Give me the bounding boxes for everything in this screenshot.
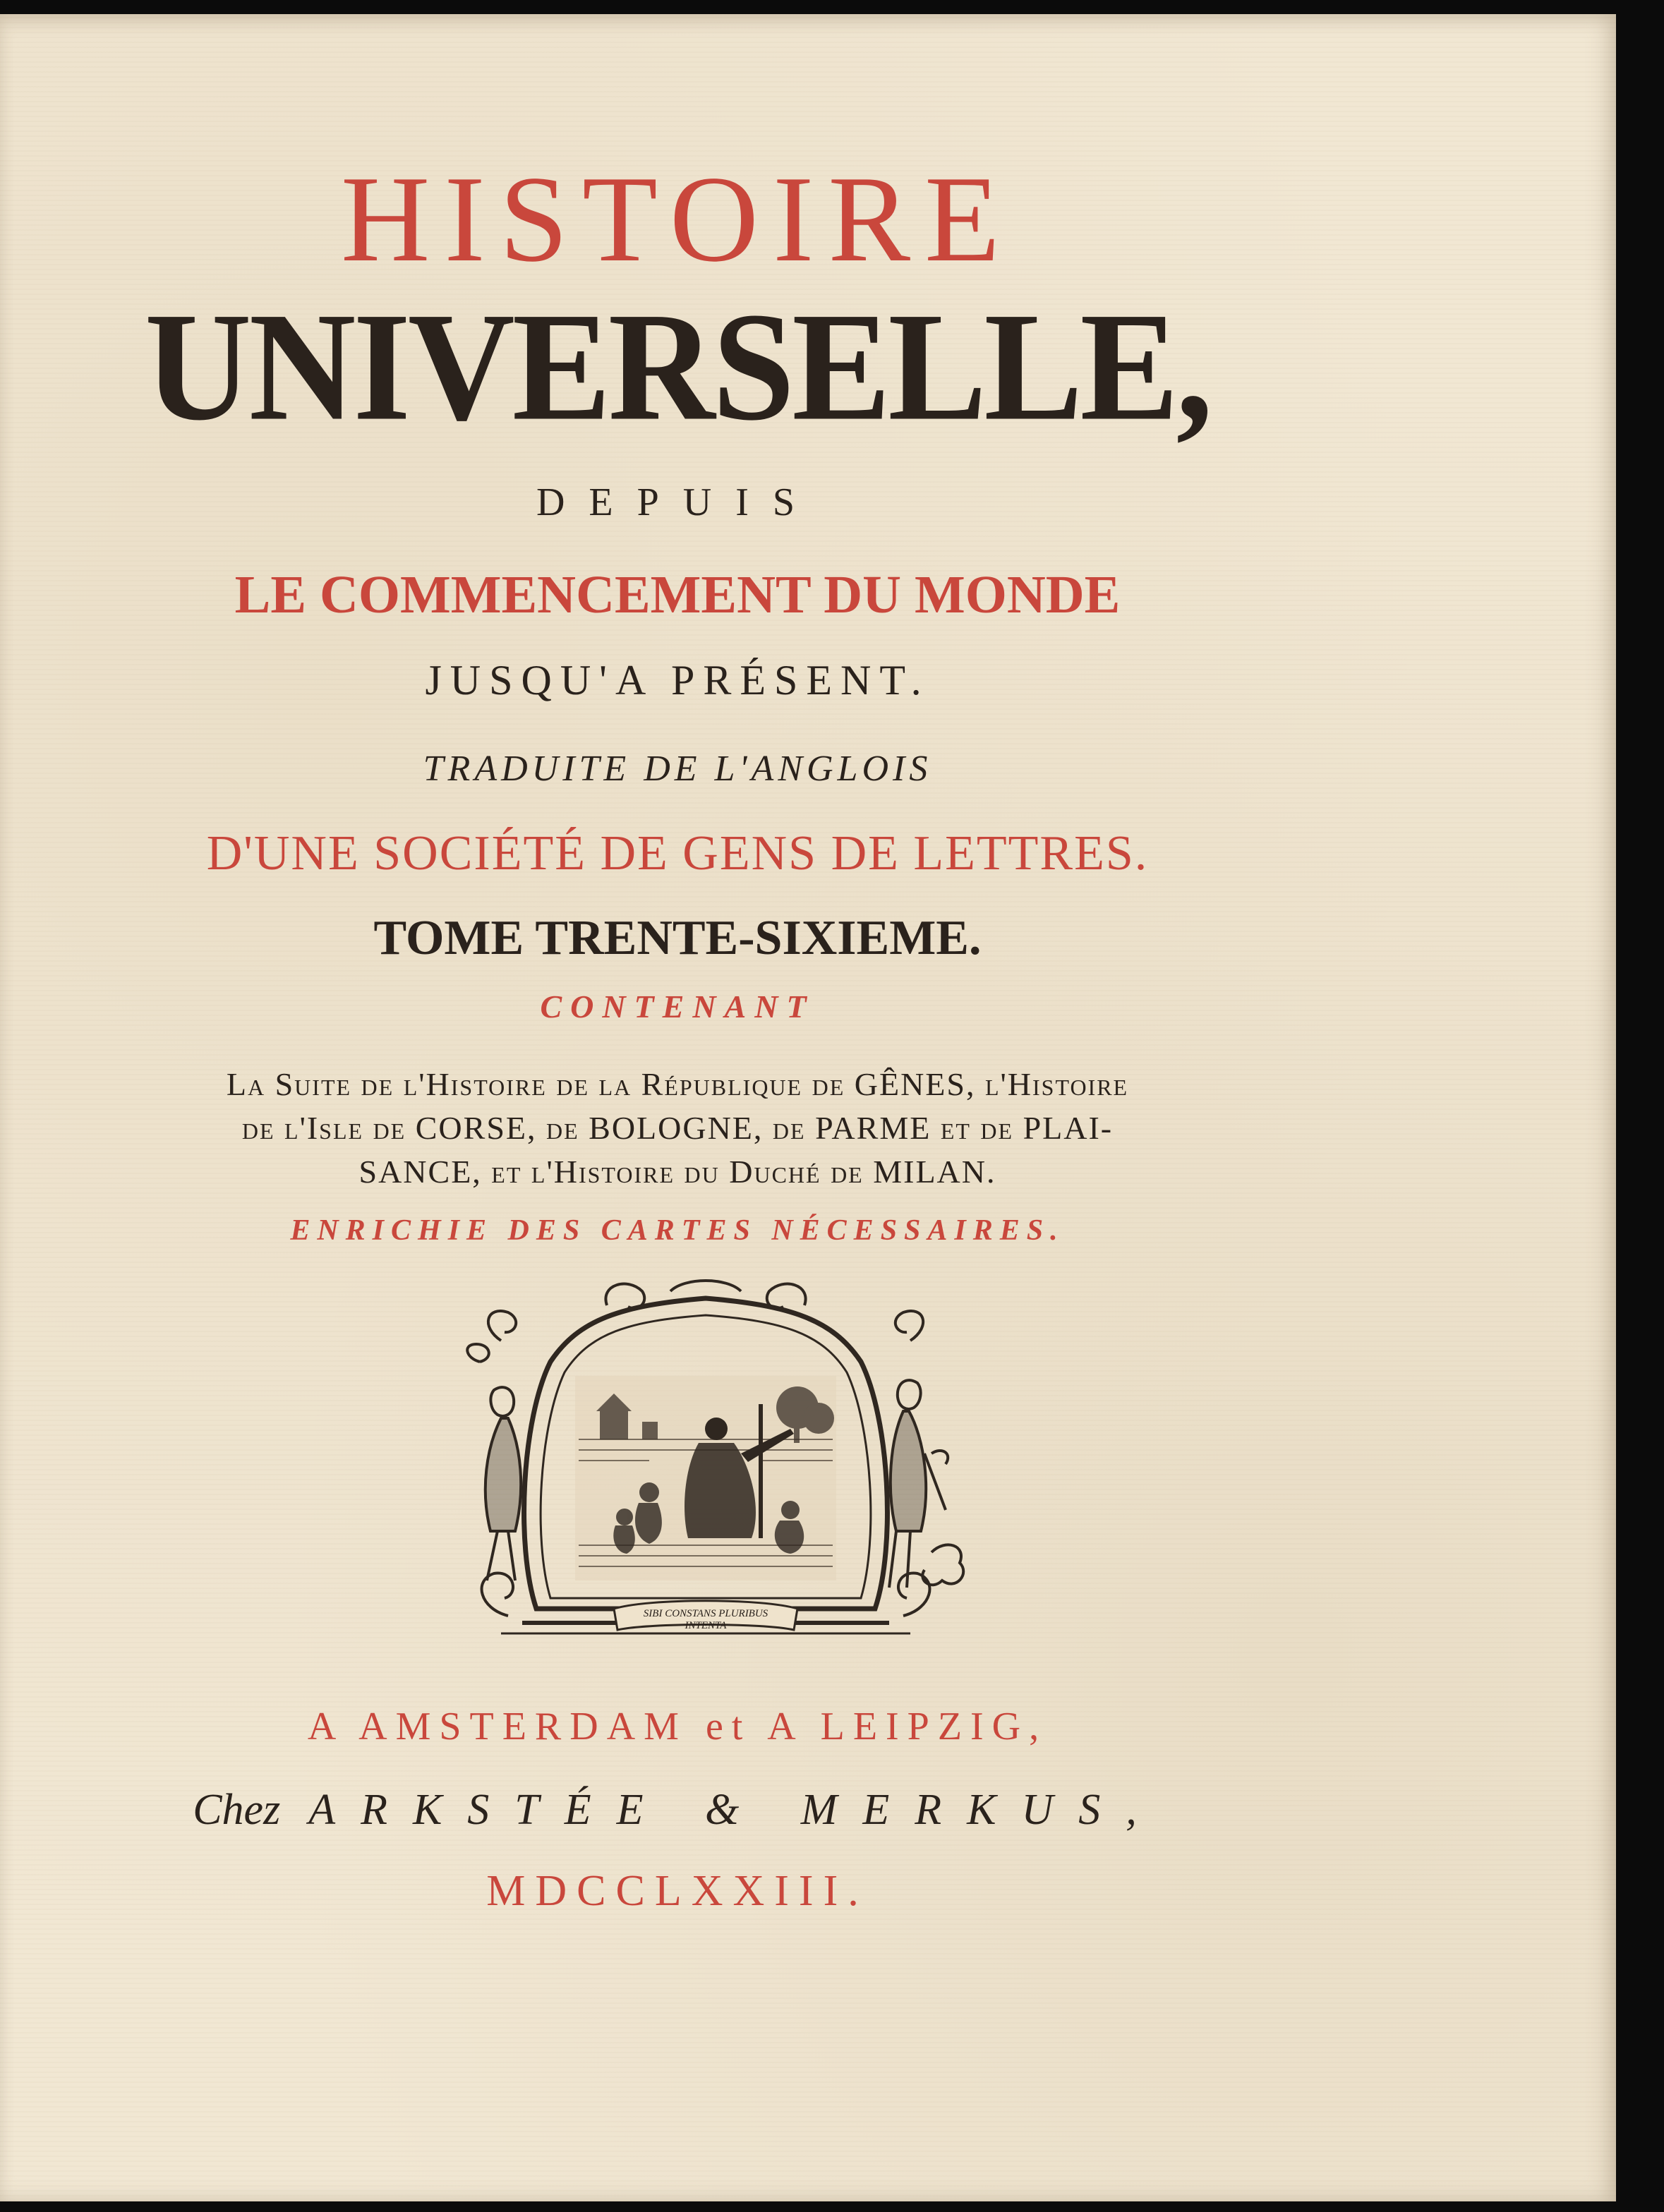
- engraved-vignette: [438, 1277, 974, 1658]
- contents-line-3: SANCE, et l'Histoire du Duché de MILAN.: [358, 1154, 996, 1190]
- authorship-line: D'UNE SOCIÉTÉ DE GENS DE LETTRES.: [206, 826, 1149, 881]
- title-universelle: UNIVERSELLE,: [145, 281, 1210, 453]
- imprint-publisher-names: ARKSTÉE & MERKUS,: [308, 1786, 1162, 1834]
- vignette-motto-line-1: SIBI CONSTANS PLURIBUS: [643, 1608, 768, 1619]
- subtitle-jusqua: JUSQU'A PRÉSENT.: [425, 657, 930, 703]
- translation-note: TRADUITE DE L'ANGLOIS: [423, 749, 932, 789]
- contents-line-1: La Suite de l'Histoire de la République de GÊNES, l'Histoire: [226, 1066, 1129, 1102]
- imprint-place: A AMSTERDAM et A LEIPZIG,: [307, 1705, 1048, 1748]
- subtitle-commencement: LE COMMENCEMENT DU MONDE: [234, 565, 1121, 624]
- imprint-chez: Chez: [193, 1786, 281, 1834]
- vignette-motto-line-2: INTENTA: [685, 1620, 727, 1631]
- maps-note: ENRICHIE DES CARTES NÉCESSAIRES.: [290, 1214, 1065, 1247]
- contents-line-2: de l'Isle de CORSE, de BOLOGNE, de PARME et de PLAI-: [241, 1110, 1114, 1146]
- subtitle-depuis: DEPUIS: [536, 481, 819, 524]
- contenant-label: CONTENANT: [540, 989, 815, 1025]
- title-page: [0, 14, 1616, 2201]
- volume-number: TOME TRENTE-SIXIEME.: [373, 911, 982, 965]
- imprint-year: MDCCLXXIII.: [486, 1867, 869, 1915]
- imprint-publisher: [0, 1785, 1355, 1835]
- title-histoire: HISTOIRE: [341, 150, 1014, 287]
